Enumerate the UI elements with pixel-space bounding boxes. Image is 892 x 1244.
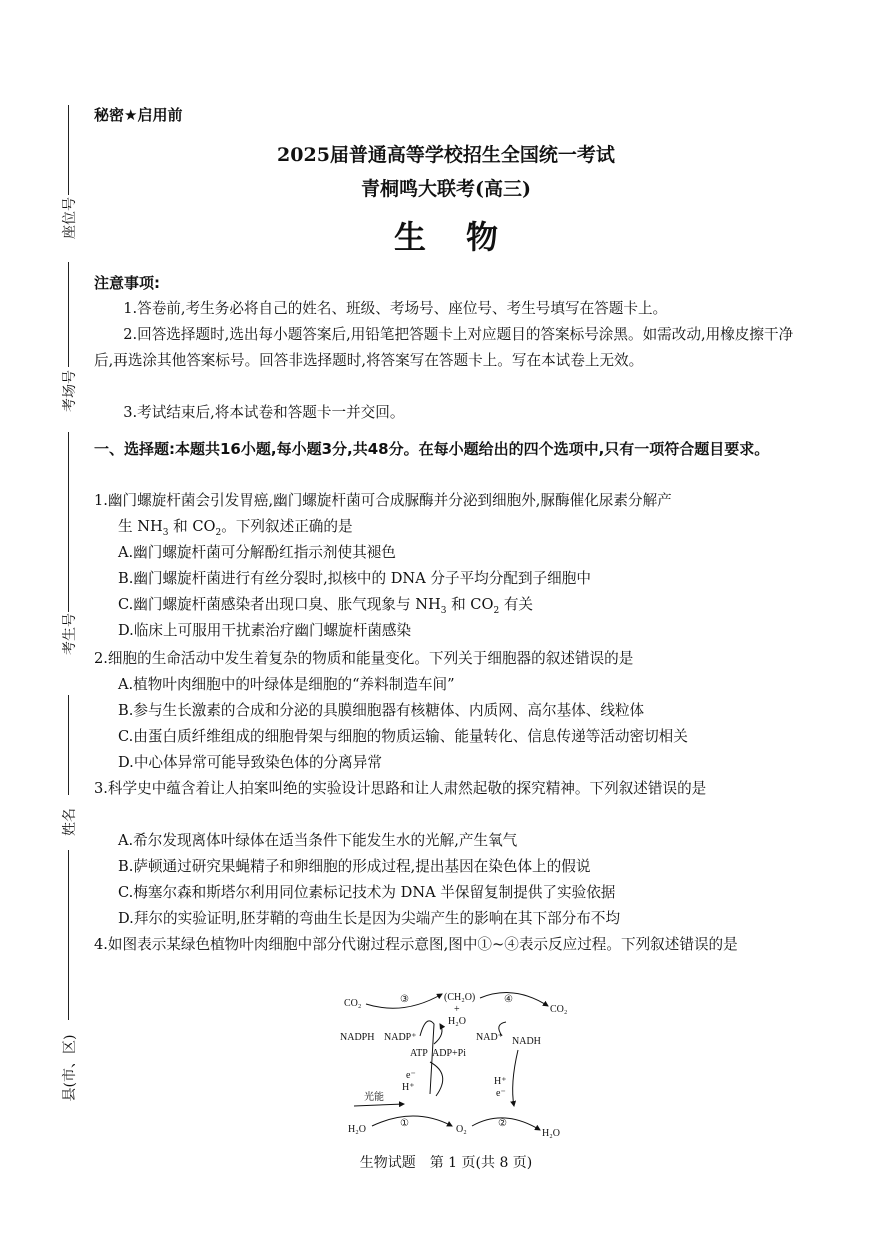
secret-mark: 秘密★启用前 <box>94 106 183 124</box>
label-co2-in: CO₂ <box>344 998 362 1009</box>
label-h2o-out: H₂O <box>542 1128 560 1139</box>
label-e-right: e⁻ <box>496 1088 506 1099</box>
binding-line <box>68 850 69 1020</box>
question-1-option-a: A.幽门螺旋杆菌可分解酚红指示剂使其褪色 <box>118 544 396 561</box>
label-e-left: e⁻ <box>406 1070 416 1081</box>
notice-item-2: 2.回答选择题时,选出每小题答案后,用铅笔把答题卡上对应题目的答案标号涂黑。如需改动,用橡皮擦干净后,再选涂其他答案标号。回答非选择题时,将答案写在答题卡上。写在本试卷上无效。 <box>94 326 794 369</box>
arrow-nadh-to-h2o <box>513 1050 518 1106</box>
metabolism-diagram <box>334 984 584 1144</box>
arrow-ch2o-to-co2 <box>480 993 548 1006</box>
question-4-stem: 4.如图表示某绿色植物叶肉细胞中部分代谢过程示意图,图中①~④表示反应过程。下列叙述错误的是 <box>94 936 738 953</box>
exam-title: 2025届普通高等学校招生全国统一考试 <box>277 144 615 166</box>
question-1-option-b: B.幽门螺旋杆菌进行有丝分裂时,拟核中的 DNA 分子平均分配到子细胞中 <box>118 570 591 587</box>
label-h2o-top: H₂O <box>448 1016 466 1027</box>
exam-subtitle: 青桐鸣大联考(高三) <box>361 178 531 200</box>
label-process-4: ④ <box>504 994 513 1005</box>
label-plus: + <box>454 1004 460 1015</box>
question-1-stem-line1: 1.幽门螺旋杆菌会引发胃癌,幽门螺旋杆菌可合成脲酶并分泌到细胞外,脲酶催化尿素分解产 <box>94 492 672 509</box>
label-process-1: ① <box>400 1118 409 1129</box>
question-1-stem <box>94 488 800 546</box>
option-text: 和 CO <box>446 596 494 613</box>
subscript: 2 <box>493 605 500 616</box>
question-3-option-c: C.梅塞尔森和斯塔尔利用同位素标记技术为 DNA 半保留复制提供了实验依据 <box>118 884 616 901</box>
label-h2o-in: H₂O <box>348 1124 366 1135</box>
notice-title: 注意事项: <box>94 274 160 292</box>
label-h-left: H⁺ <box>402 1082 415 1093</box>
subscript: 3 <box>162 527 169 538</box>
binding-line <box>68 695 69 795</box>
arrow-atp-cycle <box>434 1024 442 1044</box>
section-header: 一、选择题:本题共16小题,每小题3分,共48分。在每小题给出的四个选项中,只有一项符合题目要求。 <box>94 440 770 458</box>
subscript: 2 <box>215 527 222 538</box>
stem-text: 和 CO <box>168 518 216 535</box>
binding-line <box>68 432 69 612</box>
room-label: 考场号 <box>62 370 78 412</box>
binding-line <box>68 262 69 367</box>
label-nadph: NADPH <box>340 1032 375 1043</box>
question-2-option-c: C.由蛋白质纤维组成的细胞骨架与细胞的物质运输、能量转化、信息传递等活动密切相关 <box>118 728 688 745</box>
question-3-option-a: A.希尔发现离体叶绿体在适当条件下能发生水的光解,产生氧气 <box>118 832 518 849</box>
option-text: 有关 <box>499 596 534 613</box>
label-light: 光能 <box>364 1092 384 1103</box>
question-2-option-a: A.植物叶肉细胞中的叶绿体是细胞的“养料制造车间” <box>118 676 455 693</box>
arrow-light <box>354 1104 404 1106</box>
stem-text: 。下列叙述正确的是 <box>221 518 353 535</box>
label-co2-out: CO₂ <box>550 1004 568 1015</box>
question-1-option-d: D.临床上可服用干扰素治疗幽门螺旋杆菌感染 <box>118 622 412 639</box>
question-3-option-b: B.萨顿通过研究果蝇精子和卵细胞的形成过程,提出基因在染色体上的假说 <box>118 858 591 875</box>
label-atp: ATP <box>410 1048 428 1059</box>
notice-item-3: 3.考试结束后,将本试卷和答题卡一并交回。 <box>123 404 405 421</box>
stem-text: 生 NH <box>118 518 163 535</box>
label-adp: ADP+Pi <box>432 1048 466 1059</box>
question-2-option-d: D.中心体异常可能导致染色体的分离异常 <box>118 754 382 771</box>
label-process-3: ③ <box>400 994 409 1005</box>
seat-label: 座位号 <box>62 197 78 239</box>
label-nadh: NADH <box>512 1036 541 1047</box>
question-2-option-b: B.参与生长激素的合成和分泌的具膜细胞器有核糖体、内质网、高尔基体、线粒体 <box>118 702 645 719</box>
question-3-stem: 3.科学史中蕴含着让人拍案叫绝的实验设计思路和让人肃然起敬的探究精神。下列叙述错误的是 <box>94 780 707 797</box>
label-o2: O₂ <box>456 1124 467 1135</box>
county-label: 县(市、区) <box>62 1034 78 1102</box>
label-ch2o: (CH₂O) <box>444 992 476 1003</box>
option-text: C.幽门螺旋杆菌感染者出现口臭、胀气现象与 NH <box>118 596 441 613</box>
question-3-option-d: D.拜尔的实验证明,胚芽鞘的弯曲生长是因为尖端产生的影响在其下部分布不均 <box>118 910 621 927</box>
label-process-2: ② <box>498 1118 507 1129</box>
label-nadp: NADP⁺ <box>384 1032 417 1043</box>
exam-no-label: 考生号 <box>62 613 78 655</box>
page-footer: 生物试题 第 1 页(共 8 页) <box>359 1155 533 1171</box>
subject-title: 生物 <box>393 218 538 256</box>
notice-item-1: 1.答卷前,考生务必将自己的姓名、班级、考场号、座位号、考生号填写在答题卡上。 <box>123 300 668 317</box>
label-nad: NAD⁺ <box>476 1032 503 1043</box>
question-2-stem: 2.细胞的生命活动中发生着复杂的物质和能量变化。下列关于细胞器的叙述错误的是 <box>94 650 634 667</box>
subscript: 3 <box>440 605 447 616</box>
arrow-h2o-to-o2 <box>372 1116 452 1126</box>
name-label: 姓名 <box>62 808 78 836</box>
label-h-right: H⁺ <box>494 1076 507 1087</box>
